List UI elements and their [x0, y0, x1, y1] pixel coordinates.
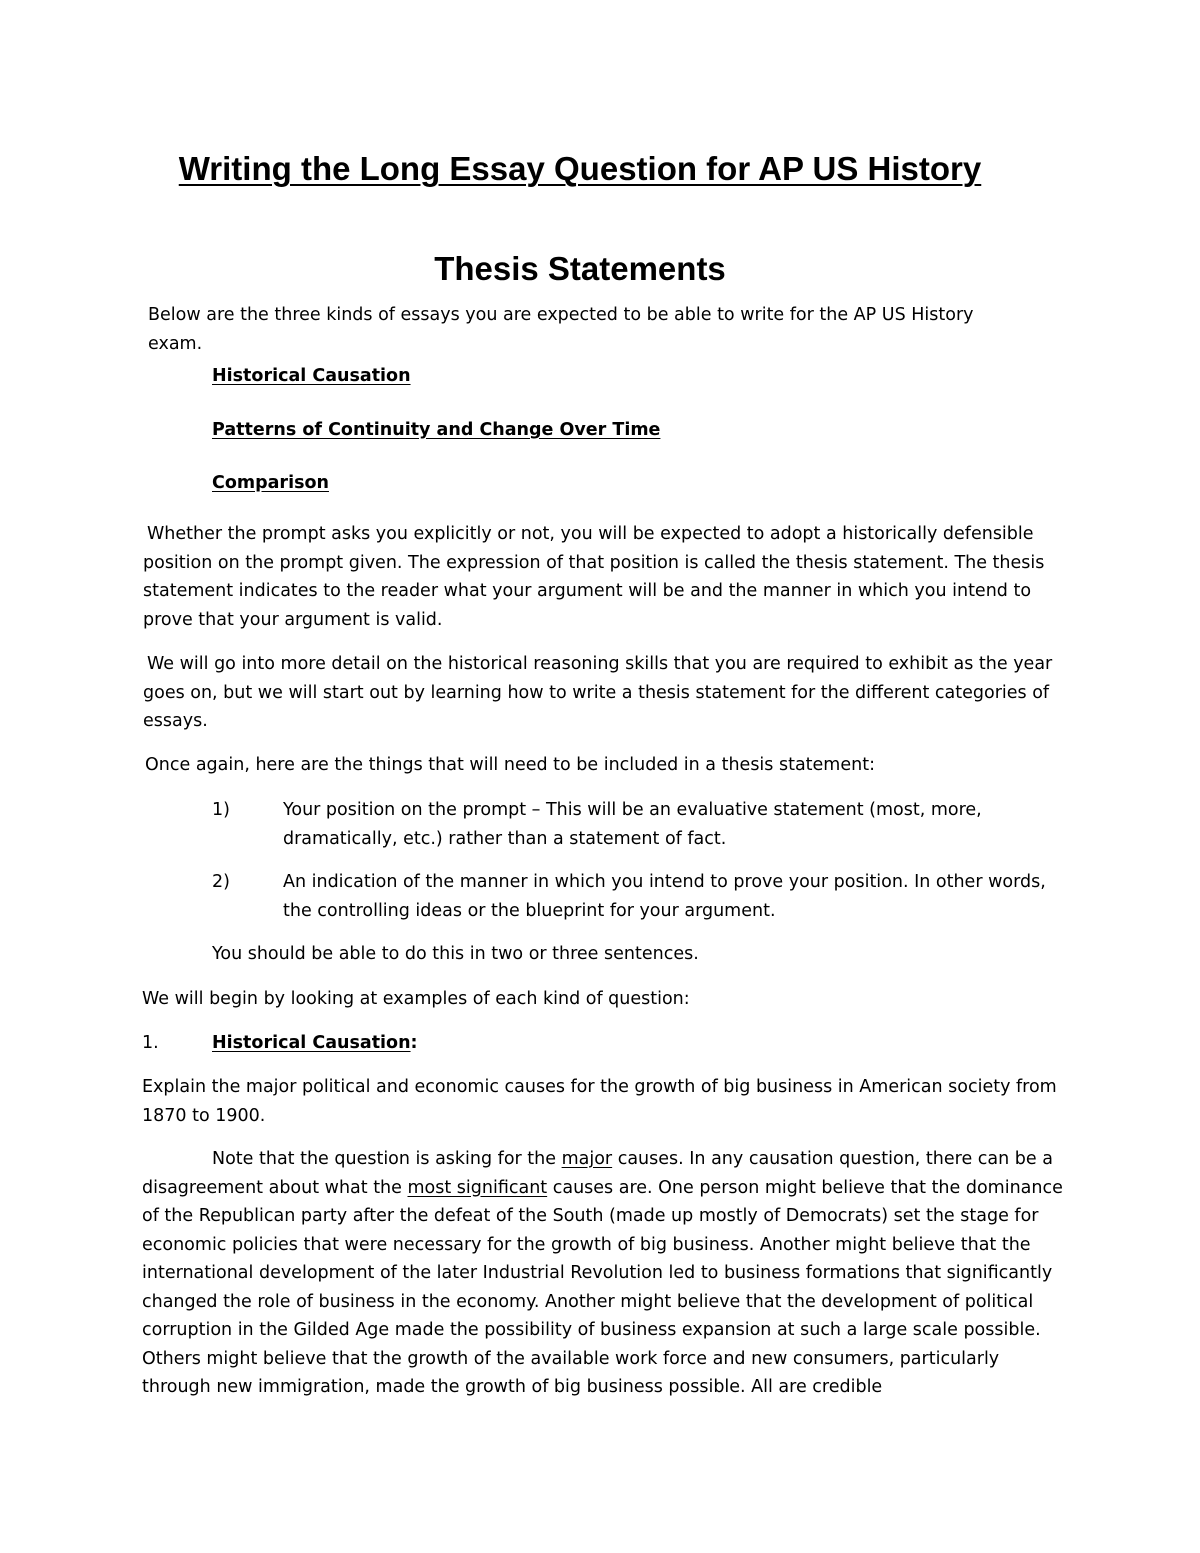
thesis-explanation-paragraph: Whether the prompt asks you explicitly or not, you will be expected to adopt a historically defensible position on the prompt given. The expression of that position is called the thesis statement. The thesis statement indicates to the reader what your argument will be and the manner in which you intend to prove that your argument is valid. — [143, 524, 1045, 630]
section-heading-text: Historical Causation — [212, 1033, 411, 1053]
causation-note-paragraph — [142, 1145, 1072, 1402]
requirement-number: 2) — [212, 872, 230, 892]
sentences-note: You should be able to do this in two or three sentences. — [212, 944, 699, 964]
reasoning-skills-paragraph: We will go into more detail on the historical reasoning skills that you are required to exhibit as the year goes on, but we will start out by learning how to write a thesis statement for the different categories of essays. — [143, 654, 1053, 731]
note-text: causes. In any causation question, there can be a disagreement about what the — [142, 1149, 1053, 1198]
intro-paragraph: Below are the three kinds of essays you are expected to be able to write for the AP US History exam. — [148, 305, 974, 354]
requirement-item: An indication of the manner in which you intend to prove your position. In other words, the controlling ideas or the blueprint for your argument. — [283, 872, 1046, 921]
requirements-intro: Once again, here are the things that will need to be included in a thesis statement: — [145, 755, 875, 775]
causation-prompt: Explain the major political and economic causes for the growth of big business in American society from 1870 to 1900. — [142, 1077, 1057, 1126]
section-number: 1. — [142, 1033, 159, 1053]
essay-type-comparison: Comparison — [212, 473, 329, 493]
section-heading — [212, 1029, 418, 1058]
section-heading-colon: : — [410, 1033, 418, 1053]
note-text: causes are. One person might believe that the dominance of the Republican party after the defeat of the South (made up mostly of Democrats) set the stage for economic policies that were necessary for the growth of big business. Another might believe that the international development of the later Industrial Revolution led to business formations that significantly changed the role of business in the economy. Another might believe that the development of political corruption in the Gilded Age made the possibility of business expansion at such a large scale possible. Others might believe that the growth of the available work force and new consumers, particularly through new immigration, made the growth of big business possible. All are credible — [142, 1177, 1063, 1397]
document-title: Writing the Long Essay Question for AP US History — [178, 150, 982, 187]
essay-type-continuity-change: Patterns of Continuity and Change Over Time — [212, 420, 661, 440]
document-subtitle: Thesis Statements — [434, 250, 726, 287]
requirement-number: 1) — [212, 800, 230, 820]
essay-type-historical-causation: Historical Causation — [212, 366, 411, 386]
note-emphasis-major: major — [561, 1149, 613, 1169]
examples-intro: We will begin by looking at examples of each kind of question: — [142, 989, 690, 1009]
requirement-item: Your position on the prompt – This will be an evaluative statement (most, more, dramatically, etc.) rather than a statement of fact. — [283, 800, 982, 849]
note-text: Note that the question is asking for the — [212, 1149, 562, 1169]
note-emphasis-most-significant: most significant — [407, 1177, 548, 1198]
